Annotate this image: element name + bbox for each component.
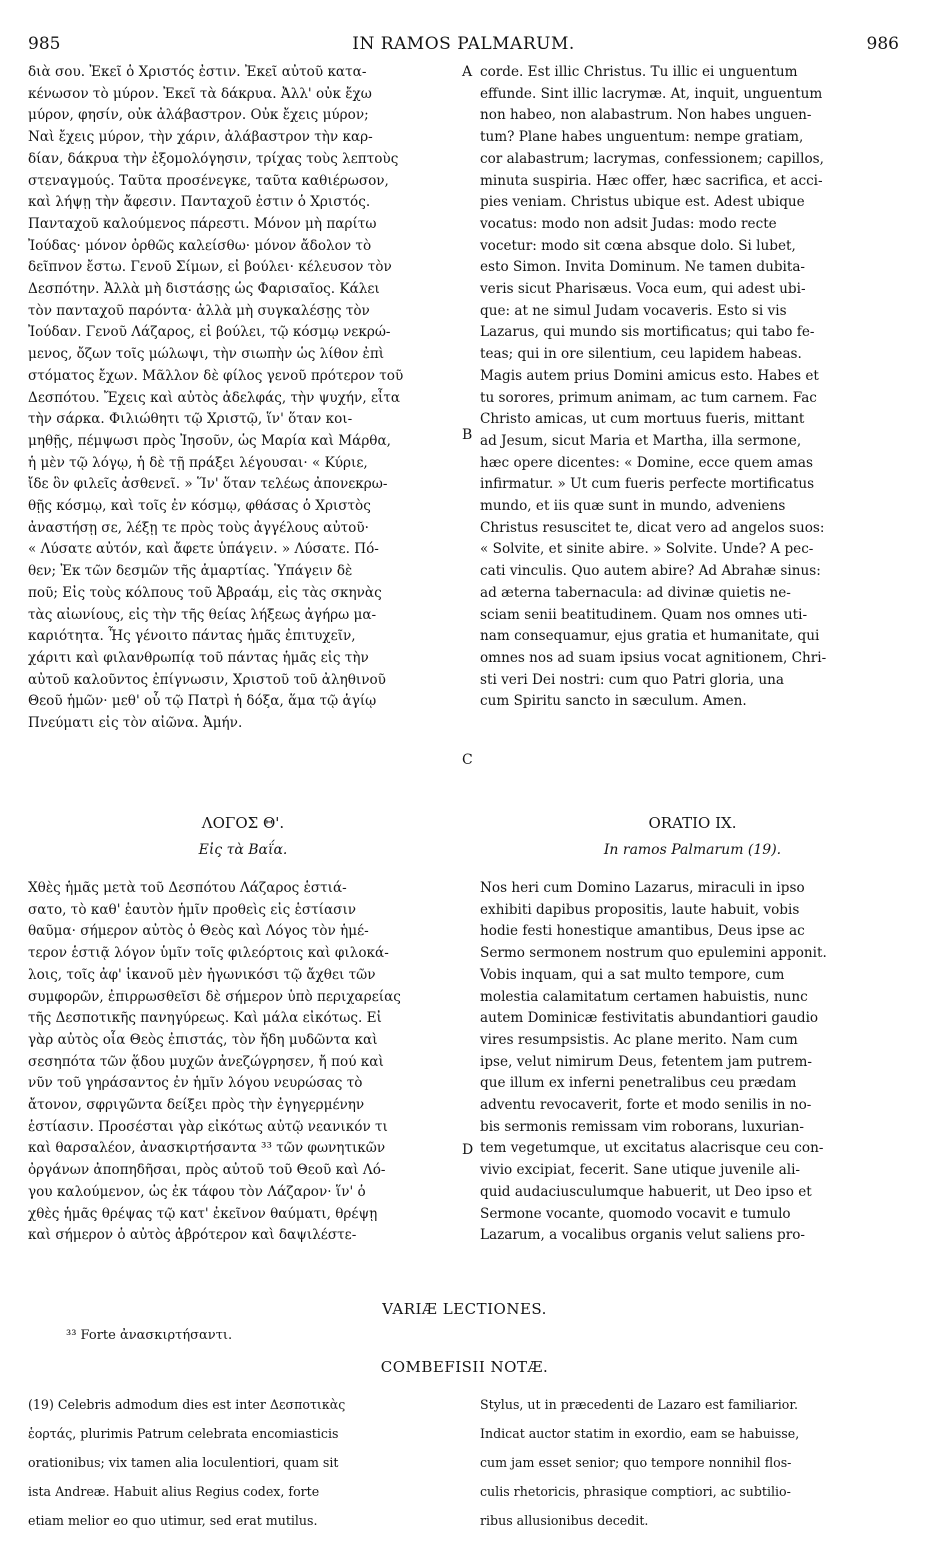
greek-column-top bbox=[28, 62, 458, 735]
text-line: καὶ λήψῃ τὴν ἄφεσιν. Πανταχοῦ ἐστιν ὁ Χριστός. bbox=[28, 194, 371, 211]
text-line: vocetur: modo sit cœna absque dolo. Si lubet, bbox=[480, 237, 796, 254]
text-line: nam consequamur, ejus gratia et humanitate, qui bbox=[480, 628, 820, 645]
running-title: IN RAMOS PALMARUM. bbox=[352, 34, 575, 54]
text-line: θεν; Ἐκ τῶν δεσμῶν τῆς ἁμαρτίας. Ὑπάγειν δὲ bbox=[28, 563, 353, 580]
text-line: Christo amicas, ut cum mortuus fueris, mittant bbox=[480, 411, 805, 428]
text-line: τῆς Δεσποτικῆς πανηγύρεως. Καὶ μάλα εἰκότως. Εἰ bbox=[28, 1010, 382, 1027]
text-line: Χθὲς ἡμᾶς μετὰ τοῦ Δεσπότου Λάζαρος ἑστιά- bbox=[28, 880, 347, 896]
text-line: καὶ σήμερον ὁ αὐτὸς ἁβρότερον καὶ δαψιλέστε- bbox=[28, 1227, 357, 1244]
text-line: autem Dominicæ festivitatis abundantiori gaudio bbox=[480, 1010, 819, 1027]
combefis-note-left bbox=[28, 1384, 468, 1543]
text-line: tum? Plane habes unguentum: nempe gratiam, bbox=[480, 129, 804, 146]
text-line: αὐτοῦ καλοῦντος ἐπίγνωσιν, Χριστοῦ τοῦ ἀληθινοῦ bbox=[28, 671, 386, 688]
text-line: κένωσον τὸ μύρον. Ἐκεῖ τὰ δάκρυα. Ἀλλ' οὐκ ἔχω bbox=[28, 85, 372, 102]
text-line: ἡ μὲν τῷ λόγῳ, ἡ δὲ τῇ πράξει λέγουσαι· « Κύριε, bbox=[28, 454, 368, 471]
text-line: Πανταχοῦ καλούμενος πάρεστι. Μόνον μὴ παρίτω bbox=[28, 215, 377, 232]
text-line: effunde. Sint illic lacrymæ. At, inquit, unguentum bbox=[480, 85, 823, 102]
text-line: corde. Est illic Christus. Tu illic ei unguentum bbox=[480, 64, 798, 80]
text-line: pies veniam. Christus ubique est. Adest ubique bbox=[480, 194, 805, 211]
text-line: ἑορτάς, plurimis Patrum celebrata encomiasticis bbox=[28, 1425, 339, 1441]
text-line: Lazarum, a vocalibus organis velut saliens pro- bbox=[480, 1227, 805, 1244]
text-line: vocatus: modo non adsit Judas: modo recte bbox=[480, 215, 777, 232]
text-line: Nos heri cum Domino Lazarus, miraculi in ipso bbox=[480, 880, 805, 896]
text-line: ἑστίασιν. Προσέσται γὰρ εἰκότως αὐτῷ νεανικόν τι bbox=[28, 1118, 388, 1135]
text-line: omnes nos ad suam ipsius vocat agnitionem, Chri- bbox=[480, 649, 827, 666]
text-line: Θεοῦ ἡμῶν· μεθ' οὗ τῷ Πατρὶ ἡ δόξα, ἅμα τῷ ἁγίῳ bbox=[28, 693, 377, 710]
latin-oration-subtitle: In ramos Palmarum (19). bbox=[603, 842, 782, 858]
variae-lectiones-heading: VARIÆ LECTIONES. bbox=[382, 1300, 547, 1318]
text-line: καριότητα. Ἧς γένοιτο πάντας ἡμᾶς ἐπιτυχεῖν, bbox=[28, 628, 356, 645]
page-number-left: 985 bbox=[28, 34, 61, 54]
text-line: sti veri Dei nostri: cum quo Patri gloria, una bbox=[480, 671, 784, 688]
text-line: νῦν τοῦ γηράσαντος ἐν ἡμῖν λόγου νευρώσας τὸ bbox=[28, 1075, 363, 1092]
text-line: Πνεύματι εἰς τὸν αἰῶνα. Ἀμήν. bbox=[28, 715, 243, 732]
text-line: molestia calamitatum certamen habuistis, nunc bbox=[480, 988, 808, 1005]
text-line: Christus resuscitet te, dicat vero ad angelos suos: bbox=[480, 519, 825, 536]
text-line: ipse, velut nimirum Deus, fetentem jam putrem- bbox=[480, 1053, 812, 1070]
variae-lectiones-note: ³³ Forte ἀνασκιρτήσαντι. bbox=[66, 1328, 233, 1343]
text-line: σατο, τὸ καθ' ἑαυτὸν ἡμῖν προθεὶς εἰς ἑστίασιν bbox=[28, 901, 357, 918]
text-line: Magis autem prius Domini amicus esto. Habes et bbox=[480, 367, 819, 384]
text-line: ad Jesum, sicut Maria et Martha, illa sermone, bbox=[480, 432, 802, 449]
text-line: tu sorores, primum animam, ac tum carnem. Fac bbox=[480, 389, 817, 406]
text-line: vires resumpsistis. Ac plane merito. Nam cum bbox=[480, 1031, 798, 1048]
text-line: σεσηπότα τῶν ᾅδου μυχῶν ἀνεζώγρησεν, ἤ πού καὶ bbox=[28, 1053, 384, 1070]
text-line: Lazarus, qui mundo sis mortificatus; qui tabo fe- bbox=[480, 324, 815, 341]
text-line: τὰς αἰωνίους, εἰς τὴν τῆς θείας λήξεως ἀγήρω μα- bbox=[28, 606, 377, 623]
text-line: cum Spiritu sancto in sæculum. Amen. bbox=[480, 693, 747, 710]
text-line: culis rhetoricis, phrasique comptiori, ac subtilio- bbox=[480, 1484, 791, 1500]
text-line: χάριτι καὶ φιλανθρωπίᾳ τοῦ πάντας ἡμᾶς εἰς τὴν bbox=[28, 649, 369, 666]
text-line: veris sicut Pharisæus. Voca eum, qui adest ubi- bbox=[480, 281, 806, 298]
text-line: καὶ θαρσαλέον, ἀνασκιρτήσαντα ³³ τῶν φωνητικῶν bbox=[28, 1140, 386, 1157]
text-line: Sermo sermonem nostrum quo epulemini apponit. bbox=[480, 945, 827, 962]
text-line: Δεσπότην. Ἀλλὰ μὴ διστάσῃς ὡς Φαρισαῖος. Κάλει bbox=[28, 281, 380, 298]
text-line: μύρον, φησίν, οὐκ ἀλάβαστρον. Οὐκ ἔχεις μύρον; bbox=[28, 107, 369, 124]
text-line: quid audaciusculumque habuerit, ut Deo ipso et bbox=[480, 1183, 812, 1200]
text-line: γὰρ αὐτὸς οἷα Θεὸς ἐπιστάς, τὸν ἤδη μυδῶντα καὶ bbox=[28, 1031, 378, 1048]
text-line: cum jam esset senior; quo tempore nonnihil flos- bbox=[480, 1454, 792, 1470]
text-line: Ἰούδαν. Γενοῦ Λάζαρος, εἰ βούλει, τῷ κόσμῳ νεκρώ- bbox=[28, 324, 391, 341]
text-line: hæc opere dicentes: « Domine, ecce quem amas bbox=[480, 454, 813, 471]
text-line: στόματος ἔχων. Μᾶλλον δὲ φίλος γενοῦ πρότερον τοῦ bbox=[28, 367, 404, 384]
text-line: ἄτονον, σφριγῶντα δείξει πρὸς τὴν ἐγηγερμένην bbox=[28, 1097, 365, 1114]
text-line: ἴδε ὃν φιλεῖς ἀσθενεῖ. » Ἵν' ὅταν τελέως ἀπονεκρω- bbox=[28, 476, 388, 493]
text-line: γου καλούμενον, ὡς ἐκ τάφου τὸν Λάζαρον· ἵν' ὁ bbox=[28, 1183, 366, 1200]
combefis-note-right bbox=[480, 1384, 905, 1543]
greek-oration-subtitle: Εἰς τὰ Βαΐα. bbox=[198, 842, 288, 858]
latin-column-bottom bbox=[480, 878, 905, 1247]
text-line: τὴν σάρκα. Φιλιώθητι τῷ Χριστῷ, ἵν' ὅταν κοι- bbox=[28, 411, 353, 428]
text-line: τὸν πανταχοῦ παρόντα· ἀλλὰ μὴ συγκαλέσῃς τὸν bbox=[28, 302, 370, 319]
margin-mark-d: D bbox=[462, 1142, 474, 1158]
page-number-right: 986 bbox=[866, 34, 899, 54]
text-line: ἀναστήσῃ σε, λέξῃ τε πρὸς τοὺς ἀγγέλους αὐτοῦ· bbox=[28, 519, 369, 536]
text-line: non habeo, non alabastrum. Non habes unguen- bbox=[480, 107, 812, 124]
text-line: sciam senii beatitudinem. Quam nos omnes uti- bbox=[480, 606, 808, 623]
text-line: χθὲς ἡμᾶς θρέψας τῷ κατ' ἐκεῖνον θαύματι, θρέψῃ bbox=[28, 1205, 378, 1222]
combefis-notes-heading: COMBEFISII NOTÆ. bbox=[380, 1358, 549, 1376]
text-line: que: at ne simul Judam vocaveris. Esto si vis bbox=[480, 302, 787, 319]
text-line: (19) Celebris admodum dies est inter Δεσποτικὰς bbox=[28, 1396, 346, 1412]
text-line: cati vinculis. Quo autem abire? Ad Abrahæ sinus: bbox=[480, 563, 821, 580]
text-line: δεῖπνον ἔστω. Γενοῦ Σίμων, εἰ βούλει· κέλευσον τὸν bbox=[28, 259, 392, 276]
greek-oration-title: ΛΟΓΟΣ Θ'. bbox=[201, 814, 285, 832]
text-line: συμφορῶν, ἐπιρρωσθεῖσι δὲ σήμερον ὑπὸ περιχαρείας bbox=[28, 988, 401, 1005]
text-line: etiam melior eo quo utimur, sed erat mutilus. bbox=[28, 1513, 318, 1529]
text-line: cor alabastrum; lacrymas, confessionem; capillos, bbox=[480, 150, 824, 167]
text-line: Δεσπότου. Ἔχεις καὶ αὐτὸς ἀδελφάς, τὴν ψυχήν, εἶτα bbox=[28, 389, 401, 406]
text-line: orationibus; vix tamen alia loculentiori, quam sit bbox=[28, 1454, 339, 1470]
text-line: Vobis inquam, qui a sat multo tempore, cum bbox=[480, 966, 785, 983]
text-line: vivio excipiat, fecerit. Sane utique juvenile ali- bbox=[480, 1162, 801, 1179]
text-line: minuta suspiria. Hæc offer, hæc sacrifica, et acci- bbox=[480, 172, 823, 189]
text-line: bis sermonis remissam vim roborans, luxurian- bbox=[480, 1118, 804, 1135]
text-line: mundo, et iis quæ sunt in mundo, adveniens bbox=[480, 498, 786, 515]
text-line: esto Simon. Invita Dominum. Ne tamen dubita- bbox=[480, 259, 806, 276]
latin-column-top bbox=[480, 62, 905, 713]
text-line: μηθῇς, πέμψωσι πρὸς Ἰησοῦν, ὡς Μαρία καὶ Μάρθα, bbox=[28, 432, 391, 449]
text-line: tem vegetumque, ut excitatus alacrisque ceu con- bbox=[480, 1140, 824, 1157]
text-line: θῇς κόσμῳ, καὶ τοῖς ἐν κόσμῳ, φθάσας ὁ Χριστὸς bbox=[28, 498, 371, 515]
text-line: θαῦμα· σήμερον αὐτὸς ὁ Θεὸς καὶ Λόγος τὸν ἡμέ- bbox=[28, 923, 369, 940]
text-line: ποῦ; Εἰς τοὺς κόλπους τοῦ Ἀβραάμ, εἰς τὰς σκηνὰς bbox=[28, 584, 382, 601]
text-line: διὰ σου. Ἐκεῖ ὁ Χριστός ἐστιν. Ἐκεῖ αὐτοῦ κατα- bbox=[28, 64, 367, 80]
text-line: ista Andreæ. Habuit alius Regius codex, forte bbox=[28, 1484, 320, 1500]
text-line: στεναγμούς. Ταῦτα προσένεγκε, ταῦτα καθιέρωσον, bbox=[28, 172, 389, 189]
text-line: infirmatur. » Ut cum fueris perfecte mortificatus bbox=[480, 476, 815, 493]
margin-mark-c: C bbox=[462, 752, 473, 768]
text-line: Sermone vocante, quomodo vocavit e tumulo bbox=[480, 1205, 791, 1222]
text-line: Indicat auctor statim in exordio, eam se habuisse, bbox=[480, 1425, 800, 1441]
text-line: τερον ἑστιᾷ λόγον ὑμῖν τοῖς φιλεόρτοις καὶ φιλοκά- bbox=[28, 945, 389, 962]
text-line: ad æterna tabernacula: ad divinæ quietis ne- bbox=[480, 584, 791, 601]
margin-mark-a: A bbox=[462, 64, 473, 80]
running-header bbox=[28, 34, 899, 58]
text-line: ὀργάνων ἀποπηδῆσαι, πρὸς αὐτοῦ τοῦ Θεοῦ καὶ Λό- bbox=[28, 1162, 386, 1179]
text-line: Ναὶ ἔχεις μύρον, τὴν χάριν, ἀλάβαστρον τὴν καρ- bbox=[28, 129, 373, 146]
text-line: « Solvite, et sinite abire. » Solvite. Unde? A pec- bbox=[480, 541, 814, 558]
text-line: Stylus, ut in præcedenti de Lazaro est familiarior. bbox=[480, 1396, 798, 1412]
text-line: teas; qui in ore silentium, ceu lapidem habeas. bbox=[480, 346, 802, 363]
text-line: Ἰούδας· μόνον ὀρθῶς καλείσθω· μόνον ἄδολον τὸ bbox=[28, 237, 372, 254]
text-line: exhibiti dapibus propositis, laute habuit, vobis bbox=[480, 901, 800, 918]
text-line: que illum ex inferni penetralibus ceu prædam bbox=[480, 1075, 797, 1092]
text-line: ribus allusionibus decedit. bbox=[480, 1513, 649, 1529]
margin-mark-b: B bbox=[462, 427, 473, 443]
text-line: δίαν, δάκρυα τὴν ἐξομολόγησιν, τρίχας τοὺς λεπτοὺς bbox=[28, 150, 399, 167]
text-line: « Λύσατε αὐτόν, καὶ ἄφετε ὑπάγειν. » Λύσατε. Πό- bbox=[28, 541, 379, 558]
text-line: μενος, ὄζων τοῖς μώλωψι, τὴν σιωπὴν ὡς λίθον ἐπὶ bbox=[28, 346, 385, 363]
text-line: hodie festi honestique amantibus, Deus ipse ac bbox=[480, 923, 805, 940]
latin-oration-title: ORATIO IX. bbox=[648, 814, 737, 832]
text-line: adventu revocaverit, forte et modo senilis in no- bbox=[480, 1097, 812, 1114]
greek-column-bottom bbox=[28, 878, 458, 1247]
text-line: λοις, τοῖς ἀφ' ἱκανοῦ μὲν ἠγωνικόσι τῷ ἄχθει τῶν bbox=[28, 966, 376, 983]
